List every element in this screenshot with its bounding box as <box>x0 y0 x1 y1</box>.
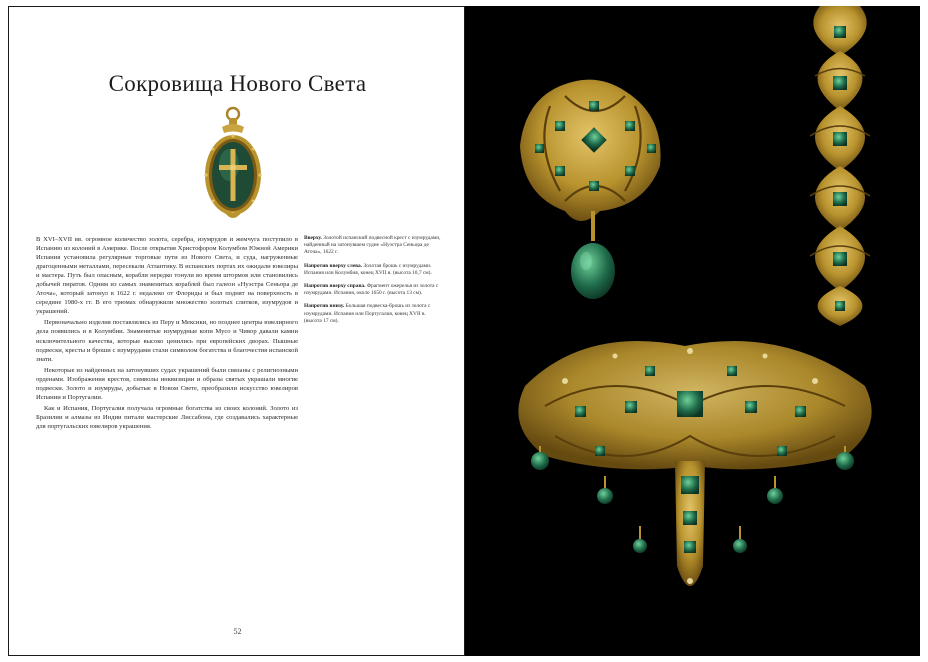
body-text <box>36 235 298 433</box>
necklace-segment-image <box>810 6 870 326</box>
caption <box>304 303 444 325</box>
caption-label: Напротив вверху справа. <box>304 283 366 290</box>
page-title: Сокровища Нового Света <box>108 71 367 96</box>
caption-label: Напротив внизу. <box>304 303 345 310</box>
captions-column <box>304 235 444 331</box>
caption-text: Золотой испанский подвесной крест с изумрудами, найденный на затонувшем судне «Нуэстра Сеньора де Аточа», 1622 г. <box>304 235 441 256</box>
right-page-photo <box>465 6 920 656</box>
caption-text: Большая подвеска-брошь из золота с изумрудами. Испания или Португалия, конец XVII в. (высота 17 см). <box>304 303 431 324</box>
emerald-brooch-image <box>520 80 661 299</box>
caption-label: Вверху. <box>304 235 322 241</box>
page-number: 52 <box>233 627 242 636</box>
caption-text: Фрагмент ожерелья из золота с изумрудами. Испания, около 1650 г. (высота 13 см). <box>304 283 439 297</box>
body-paragraph: Первоначально изделия поставлялись из Перу и Мексики, но позднее центры ювелирного дела появились и в Колумбии. Знаменитые изумрудные копи Мусо и Чивор давали камни исключительного качества, которые высоко ценились при европейских дворах. Пышные подвески, кресты и броши с изумрудами стали символом богатства и благочестия испанской знати. <box>36 319 298 363</box>
caption <box>304 263 444 277</box>
caption-text: Золотая брошь с изумрудами. Испания или Колумбия, конец XVII в. (высота 10,7 см). <box>304 262 432 276</box>
body-paragraph: Как и Испания, Португалия получала огромные богатства из своих колоний. Золото из Бразилии и алмазы из Индии питали мастерские Лиссабона, где создавались характерные для португальских ювелиров украшения. <box>36 404 298 430</box>
body-paragraph: В XVI–XVII вв. огромное количество золота, серебра, изумрудов и жемчуга поступило в Испанию из колоний в Америке. После открытия Христофором Колумбом Южной Америки Испания установила регулярные торговые пути из Нового Света, и суда, нагруженные драгоценными металлами, пересекали Атлантику. В испанских портах их ожидали ювелиры и мастера. Путь был опасным, корабли нередко тонули во время штормов или становились добычей пиратов. Одним из самых знаменитых кораблей был галеон «Нуэстра Сеньора де Аточа», который затонул в 1622 г. недалеко от Флориды и был поднят на поверхность в середине 1980-х гг. В его трюмах обнаружили множество золотых слитков, изумрудов и украшений. <box>36 236 298 316</box>
body-paragraph: Некоторые из найденных на затонувших судах украшений были связаны с религиозными орденами. Изображения крестов, символы инквизиции и образы святых украшали многие подвески. Золото и изумруды, добытые в Новом Свете, преобразили искусство ювелиров Испании и Португалии. <box>36 366 298 401</box>
caption <box>304 235 444 257</box>
left-page <box>8 6 465 656</box>
caption-label: Напротив вверху слева. <box>304 262 363 269</box>
large-emerald-pendant-image <box>518 341 871 586</box>
caption <box>304 283 444 297</box>
pendant-cross-image <box>192 105 274 225</box>
